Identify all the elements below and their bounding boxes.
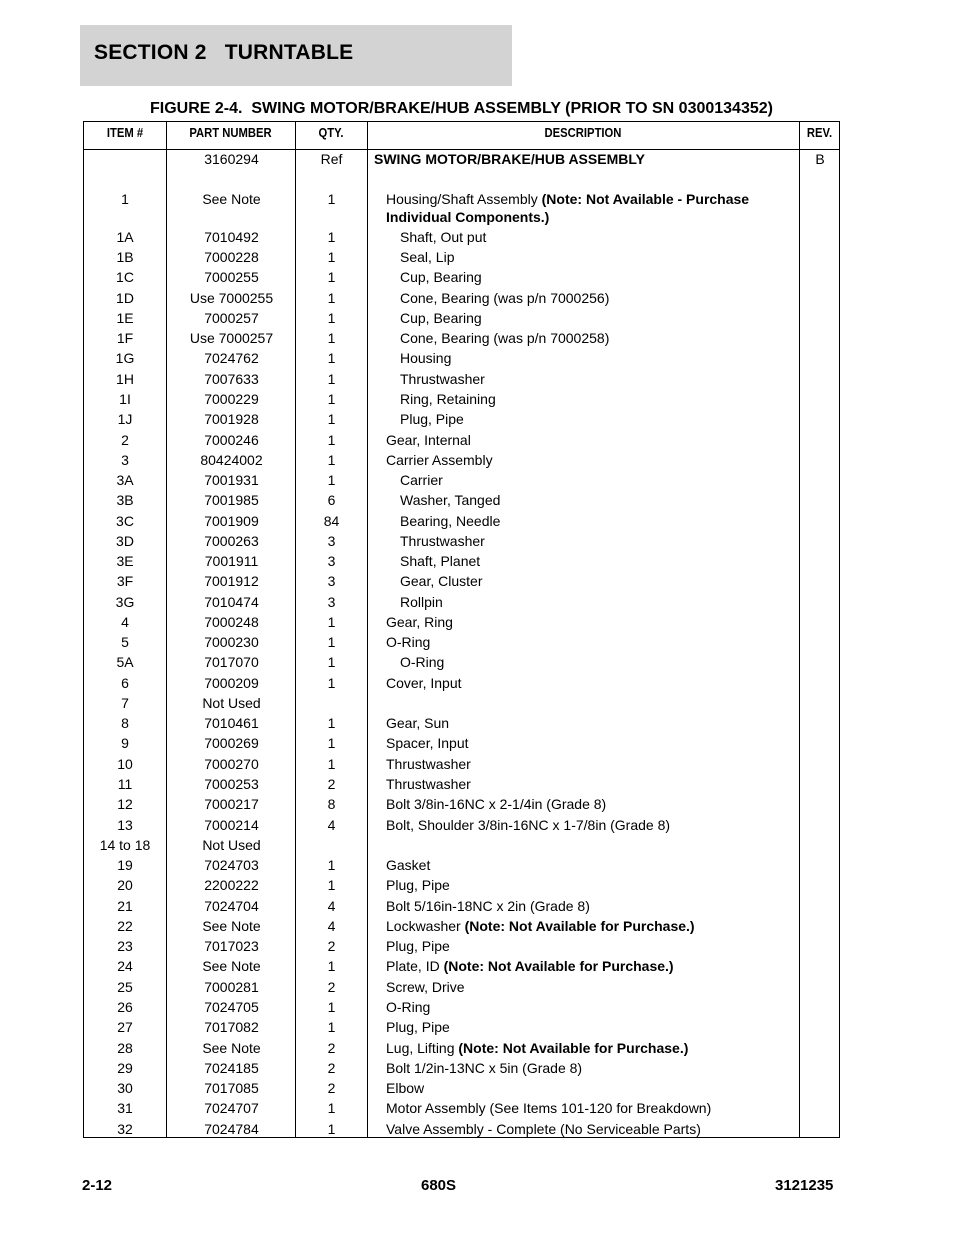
item-number: 10: [117, 756, 133, 772]
description-text: O-Ring: [400, 654, 445, 670]
description-text: Plug, Pipe: [386, 938, 450, 954]
description-text: Bolt, Shoulder 3/8in-16NC x 1-7/8in (Grade 8): [386, 817, 671, 833]
description-text: Plug, Pipe: [400, 411, 464, 427]
description-text: Thrustwasher: [386, 756, 471, 772]
description: [386, 978, 806, 996]
item-number: 8: [121, 715, 129, 731]
description: [386, 775, 806, 793]
description-text: Gasket: [386, 857, 431, 873]
part-number: See Note: [202, 958, 261, 974]
figure-title: FIGURE 2-4. SWING MOTOR/BRAKE/HUB ASSEMBLY (PRIOR TO SN 0300134352): [150, 100, 773, 117]
part-number: 7000217: [204, 796, 259, 812]
description: [386, 613, 806, 631]
header-part-number: PART NUMBER: [189, 126, 272, 140]
quantity: 1: [327, 191, 336, 207]
description-text: Bolt 1/2in-13NC x 5in (Grade 8): [386, 1060, 583, 1076]
description: [386, 917, 806, 935]
description: [386, 714, 806, 732]
part-number: 7000255: [204, 269, 259, 285]
item-number: 1D: [116, 290, 134, 306]
description: [400, 572, 820, 590]
part-number: 7000281: [204, 979, 259, 995]
description: [386, 937, 806, 955]
description-text: Elbow: [386, 1080, 425, 1096]
header-qty: QTY.: [318, 126, 344, 140]
quantity: 6: [327, 492, 336, 508]
description: [386, 633, 806, 651]
item-number: 3: [121, 452, 129, 468]
quantity: 3: [327, 533, 336, 549]
description-text: Valve Assembly - Complete (No Serviceable Parts): [386, 1121, 701, 1137]
part-number: 7010474: [204, 594, 259, 610]
item-number: 25: [117, 979, 133, 995]
description-text: Shaft, Out put: [400, 229, 487, 245]
description: [386, 876, 806, 894]
item-number: 1G: [115, 350, 135, 366]
quantity: 1: [327, 877, 336, 893]
part-number: See Note: [202, 191, 261, 207]
part-number: 7000253: [204, 776, 259, 792]
section-title: SECTION 2 TURNTABLE: [94, 41, 354, 64]
item-number: 30: [117, 1080, 133, 1096]
description: [386, 1018, 806, 1036]
quantity: 1: [327, 350, 336, 366]
item-number: 9: [121, 735, 129, 751]
item-number: 1J: [117, 411, 133, 427]
quantity: 1: [327, 675, 336, 691]
purchase-note: (Note: Not Available for Purchase.): [464, 918, 695, 934]
quantity: 2: [327, 1040, 336, 1056]
item-number: 3F: [116, 573, 134, 589]
quantity: 4: [327, 898, 336, 914]
footer-page-number: 2-12: [82, 1177, 113, 1194]
item-number: 1: [121, 191, 129, 207]
part-number: 7000214: [204, 817, 259, 833]
item-number: 27: [117, 1019, 133, 1035]
item-number: 26: [117, 999, 133, 1015]
quantity: 1: [327, 654, 336, 670]
quantity: 1: [327, 472, 336, 488]
part-number: 7000269: [204, 735, 259, 751]
part-number: 7024705: [204, 999, 259, 1015]
part-number: 7001909: [204, 513, 259, 529]
item-number: 32: [117, 1121, 133, 1137]
description: [386, 1039, 806, 1057]
description: [386, 816, 806, 834]
column-divider: [367, 122, 368, 1137]
quantity: 84: [323, 513, 340, 529]
item-number: 5A: [116, 654, 134, 670]
quantity: Ref: [320, 151, 343, 167]
description-text: Thrustwasher: [400, 371, 485, 387]
description: [400, 329, 820, 347]
description: [386, 957, 806, 975]
item-number: 11: [117, 776, 133, 792]
description-text: Thrustwasher: [400, 533, 485, 549]
item-number: 31: [117, 1100, 133, 1116]
description-text: Gear, Ring: [386, 614, 453, 630]
description-text: Cone, Bearing (was p/n 7000256): [400, 290, 610, 306]
part-number: 7001911: [204, 553, 259, 569]
quantity: 1: [327, 452, 336, 468]
part-number: 7024704: [204, 898, 259, 914]
description-text: Spacer, Input: [386, 735, 469, 751]
quantity: 4: [327, 918, 336, 934]
part-number: 7024707: [204, 1100, 259, 1116]
description-text: Shaft, Planet: [400, 553, 481, 569]
part-number: See Note: [202, 1040, 261, 1056]
description-text: Rollpin: [400, 594, 443, 610]
purchase-note: (Note: Not Available for Purchase.): [458, 1040, 689, 1056]
description-text: Bearing, Needle: [400, 513, 501, 529]
part-number: 7007633: [204, 371, 259, 387]
description: [400, 593, 820, 611]
quantity: 3: [327, 594, 336, 610]
part-number: 7010461: [204, 715, 259, 731]
purchase-note: (Note: Not Available for Purchase.): [443, 958, 674, 974]
description: [400, 410, 820, 428]
description: [400, 289, 820, 307]
quantity: 1: [327, 229, 336, 245]
part-number: Use 7000255: [189, 290, 274, 306]
part-number: 7017085: [204, 1080, 259, 1096]
item-number: 1E: [116, 310, 134, 326]
description-text: Carrier: [400, 472, 443, 488]
footer-model: 680S: [421, 1177, 457, 1194]
description-text: Cup, Bearing: [400, 310, 482, 326]
item-number: 20: [117, 877, 133, 893]
part-number: 7010492: [204, 229, 259, 245]
item-number: 28: [117, 1040, 133, 1056]
description: [400, 471, 820, 489]
quantity: 1: [327, 857, 336, 873]
quantity: 1: [327, 999, 336, 1015]
description-text: Washer, Tanged: [400, 492, 501, 508]
header-rev: REV.: [806, 126, 833, 140]
quantity: 3: [327, 553, 336, 569]
quantity: 2: [327, 979, 336, 995]
quantity: 1: [327, 330, 336, 346]
description-text: Housing: [400, 350, 452, 366]
quantity: 1: [327, 614, 336, 630]
description-text: Bolt 5/16in-18NC x 2in (Grade 8): [386, 898, 590, 914]
description-text: O-Ring: [386, 999, 431, 1015]
description-text: O-Ring: [386, 634, 431, 650]
item-number: 22: [117, 918, 133, 934]
item-number: 5: [121, 634, 129, 650]
description-text: Gear, Internal: [386, 432, 471, 448]
part-number: See Note: [202, 918, 261, 934]
description-text: Gear, Cluster: [400, 573, 483, 589]
item-number: 14 to 18: [99, 837, 151, 853]
description-text: Screw, Drive: [386, 979, 465, 995]
item-number: 13: [117, 817, 133, 833]
part-number: 80424002: [200, 452, 263, 468]
part-number: 7000230: [204, 634, 259, 650]
item-number: 7: [121, 695, 129, 711]
quantity: 1: [327, 290, 336, 306]
item-number: 19: [117, 857, 133, 873]
quantity: 2: [327, 776, 336, 792]
description-text: Cone, Bearing (was p/n 7000258): [400, 330, 610, 346]
item-number: 1F: [116, 330, 134, 346]
quantity: 1: [327, 958, 336, 974]
quantity: 8: [327, 796, 336, 812]
part-number: Not Used: [202, 695, 261, 711]
description-text: Carrier Assembly: [386, 452, 493, 468]
item-number: 3E: [116, 553, 134, 569]
description: [386, 674, 806, 692]
description-text: Plug, Pipe: [386, 1019, 450, 1035]
part-number: 7001912: [204, 573, 259, 589]
item-number: 1A: [116, 229, 134, 245]
item-number: 3G: [115, 594, 135, 610]
description-text: Cup, Bearing: [400, 269, 482, 285]
part-number: 7000246: [204, 432, 259, 448]
header-description: DESCRIPTION: [544, 126, 622, 140]
description-text: Lockwasher: [386, 918, 461, 934]
quantity: 1: [327, 269, 336, 285]
part-number: 7024703: [204, 857, 259, 873]
description: [386, 190, 806, 226]
description-text: SWING MOTOR/BRAKE/HUB ASSEMBLY: [374, 151, 645, 167]
description-text: Plate, ID: [386, 958, 440, 974]
item-number: 3A: [116, 472, 134, 488]
revision: B: [815, 151, 825, 167]
item-number: 21: [117, 898, 133, 914]
quantity: 1: [327, 1121, 336, 1137]
description: [386, 1059, 806, 1077]
item-number: 2: [121, 432, 129, 448]
part-number: 7001985: [204, 492, 259, 508]
description: [386, 1079, 806, 1097]
quantity: 1: [327, 371, 336, 387]
part-number: 7000270: [204, 756, 259, 772]
quantity: 1: [327, 715, 336, 731]
quantity: 1: [327, 1019, 336, 1035]
description-text: Thrustwasher: [386, 776, 471, 792]
item-number: 1C: [116, 269, 134, 285]
parts-table: [83, 121, 840, 1138]
description: [400, 552, 820, 570]
footer-doc-number: 3121235: [775, 1177, 834, 1194]
item-number: 1H: [116, 371, 134, 387]
quantity: 1: [327, 1100, 336, 1116]
description: [386, 998, 806, 1016]
description: [386, 795, 806, 813]
description: [386, 1120, 806, 1138]
section-banner: [80, 25, 512, 86]
item-number: 24: [117, 958, 133, 974]
item-number: 4: [121, 614, 129, 630]
description-text: Gear, Sun: [386, 715, 450, 731]
part-number: 7000228: [204, 249, 259, 265]
quantity: 2: [327, 1080, 336, 1096]
item-number: 3D: [116, 533, 134, 549]
item-number: 29: [117, 1060, 133, 1076]
description: [386, 1099, 806, 1117]
part-number: 7001931: [204, 472, 259, 488]
part-number: 3160294: [204, 151, 259, 167]
quantity: 1: [327, 249, 336, 265]
item-number: 1I: [119, 391, 131, 407]
description: [386, 734, 806, 752]
quantity: 3: [327, 573, 336, 589]
part-number: 7000263: [204, 533, 259, 549]
description-text: Lug, Lifting: [386, 1040, 455, 1056]
part-number: 7001928: [204, 411, 259, 427]
quantity: 1: [327, 634, 336, 650]
part-number: 7000229: [204, 391, 259, 407]
description: [386, 755, 806, 773]
description-text: Ring, Retaining: [400, 391, 496, 407]
quantity: 1: [327, 735, 336, 751]
description: [386, 451, 806, 469]
description-text: Cover, Input: [386, 675, 462, 691]
description: [400, 309, 820, 327]
description-text: Housing/Shaft Assembly: [386, 191, 538, 207]
part-number: 7000257: [204, 310, 259, 326]
description: [400, 653, 820, 671]
description: [400, 349, 820, 367]
item-number: 12: [117, 796, 133, 812]
part-number: Not Used: [202, 837, 261, 853]
part-number: 7000248: [204, 614, 259, 630]
purchase-note: (Note: Not Available - Purchase: [541, 191, 750, 207]
header-item: ITEM #: [106, 126, 144, 140]
part-number: 7017082: [204, 1019, 259, 1035]
part-number: 2200222: [204, 877, 259, 893]
description: [400, 491, 820, 509]
description: [400, 390, 820, 408]
part-number: 7024185: [204, 1060, 259, 1076]
quantity: 2: [327, 938, 336, 954]
quantity: 2: [327, 1060, 336, 1076]
quantity: 1: [327, 756, 336, 772]
description: [400, 268, 820, 286]
quantity: 1: [327, 411, 336, 427]
description: [386, 856, 806, 874]
purchase-note-continued: Individual Components.): [386, 209, 550, 225]
description: [400, 248, 820, 266]
part-number: 7017070: [204, 654, 259, 670]
description: [400, 228, 820, 246]
description: [374, 150, 794, 168]
description: [386, 431, 806, 449]
item-number: 6: [121, 675, 129, 691]
part-number: 7017023: [204, 938, 259, 954]
item-number: 3C: [116, 513, 134, 529]
description-text: Motor Assembly (See Items 101-120 for Breakdown): [386, 1100, 712, 1116]
quantity: 1: [327, 310, 336, 326]
part-number: 7024784: [204, 1121, 259, 1137]
item-number: 1B: [116, 249, 134, 265]
part-number: 7024762: [204, 350, 259, 366]
description: [400, 512, 820, 530]
item-number: 23: [117, 938, 133, 954]
description-text: Bolt 3/8in-16NC x 2-1/4in (Grade 8): [386, 796, 607, 812]
description: [400, 370, 820, 388]
quantity: 4: [327, 817, 336, 833]
part-number: 7000209: [204, 675, 259, 691]
description-text: Seal, Lip: [400, 249, 455, 265]
quantity: 1: [327, 391, 336, 407]
quantity: 1: [327, 432, 336, 448]
description: [400, 532, 820, 550]
description: [386, 897, 806, 915]
item-number: 3B: [116, 492, 134, 508]
description-text: Plug, Pipe: [386, 877, 450, 893]
part-number: Use 7000257: [189, 330, 274, 346]
